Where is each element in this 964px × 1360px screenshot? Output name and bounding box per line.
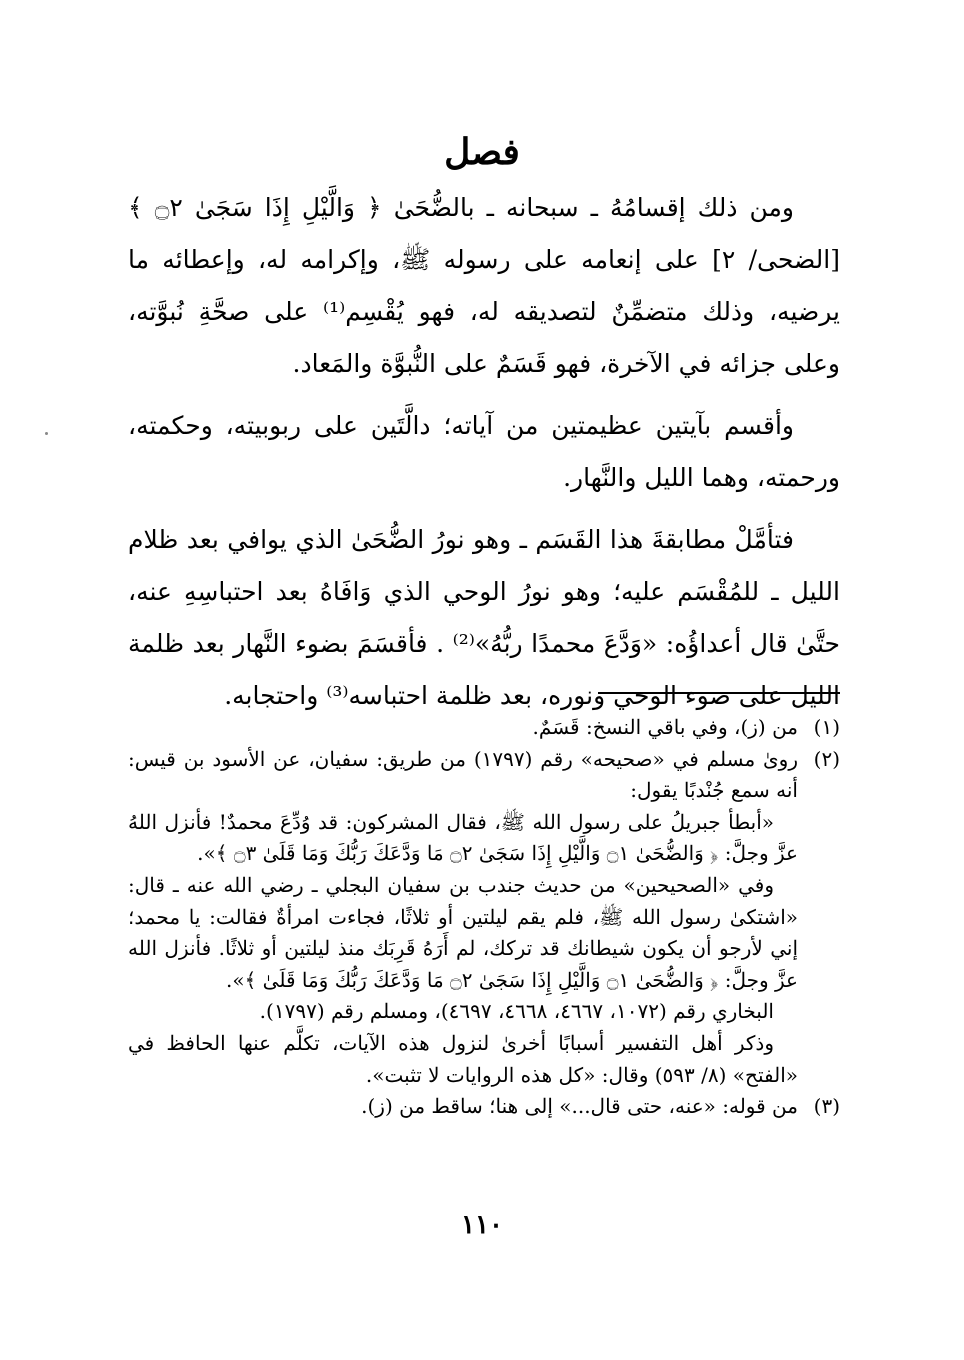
paragraph-1: ومن ذلك إقسامُهُ ـ سبحانه ـ بالضُّحَىٰ ﴿ وَالَّيْلِ إِذَا سَجَىٰ ۝٢ ﴾ [الضحى/ ٢] على إنعامه على رسوله ﷺ، وإكرامه له، وإعطائه ما يرضيه، وذلك متضمِّنٌ لتصديقه له، فهو يُقْسِم⁽¹⁾ على صحَّةِ نُبوَّته، وعلى جزائه في الآخرة، فهو قَسَمٌ على النُّبوَّة والمَعاد. [128, 193, 840, 378]
footnote-3 [128, 1091, 840, 1123]
page-number: ١١٠ [461, 1210, 503, 1240]
scan-speck [45, 432, 48, 435]
main-text [128, 182, 840, 732]
footnotes [128, 712, 840, 1123]
footnote-line: وذكر أهل التفسير أسبابًا أخرىٰ لنزول هذه الآيات، تكلَّم عنها الحافظ في «الفتح» (٨/ ٥٩٣) وقال: «كل هذه الروايات لا تثبت». [128, 1030, 798, 1087]
paragraph-2: وأقسم بآيتين عظيمتين من آياته؛ دالَّتَين على ربوبيته، وحكمته، ورحمته، وهما الليل والنَّهار. [128, 411, 840, 492]
footnote-number: (١) [813, 715, 840, 739]
footnote-line: من (ز)، وفي باقي النسخ: قَسَمٌ. [532, 715, 798, 739]
footnote-line: «أبطأ جبريلُ على رسول الله ﷺ، فقال المشركون: قد وُدِّعَ محمدٌ! فأنزل اللهُ عزَّ وجلَّ: ﴿ وَالضُّحَىٰ ۝١ وَالَّيْلِ إِذَا سَجَىٰ ۝٢ مَا وَدَّعَكَ رَبُّكَ وَمَا قَلَىٰ ۝٣ ﴾». [128, 809, 798, 866]
footnote-line: البخاري رقم (١٠٧٢، ٤٦٦٧، ٤٦٦٨، ٤٦٩٧)، ومسلم رقم (١٧٩٧). [259, 999, 774, 1024]
footnote-line: من قوله: «عنه، حتى قال...» إلى هنا؛ ساقط من (ز). [361, 1094, 798, 1119]
footnote-line: روىٰ مسلم في «صحيحه» رقم (١٧٩٧) من طريق: سفيان، عن الأسود بن قيس: أنه سمع جُنْدبًا يقول: [128, 746, 798, 803]
footnote-1 [128, 712, 840, 744]
footnote-number: (٣) [813, 1094, 840, 1119]
paragraph-3: فتأمَّلْ مطابقةَ هذا القَسَم ـ وهو نورُ الضُّحَىٰ الذي يوافي بعد ظلام الليل ـ للمُقْسَم عليه؛ وهو نورُ الوحي الذي وَافَاهُ بعد احتباسِهِ عنه، حتَّىٰ قال أعداؤُه: «وَدَّعَ محمدًا ربُّهُ»⁽²⁾ . فأقسَمَ بضوء النَّهار بعد ظلمة الليل على ضوء الوحي ونوره، بعد ظلمة احتباسه⁽³⁾ واحتجابه. [128, 525, 840, 710]
footnote-divider [598, 692, 840, 694]
section-heading: فصل [444, 131, 520, 173]
footnote-line: وفي «الصحيحين» من حديث جندب بن سفيان البجلي ـ رضي الله عنه ـ قال: «اشتكىٰ رسول الله ﷺ، فلم يقم ليلتين أو ثلاثًا، فجاءت امرأةٌ فقالت: يا محمد؛ إني لأرجو أن يكون شيطانك قد تركك، لم أَرَهُ قَرِبَك منذ ليلتين أو ثلاثًا. فأنزل الله عزَّ وجلَّ: ﴿ وَالضُّحَىٰ ۝١ وَالَّيْلِ إِذَا سَجَىٰ ۝٢ مَا وَدَّعَكَ رَبُّكَ وَمَا قَلَىٰ ﴾». [128, 872, 798, 992]
footnote-2 [128, 744, 840, 1092]
footnote-number: (٢) [813, 746, 840, 771]
